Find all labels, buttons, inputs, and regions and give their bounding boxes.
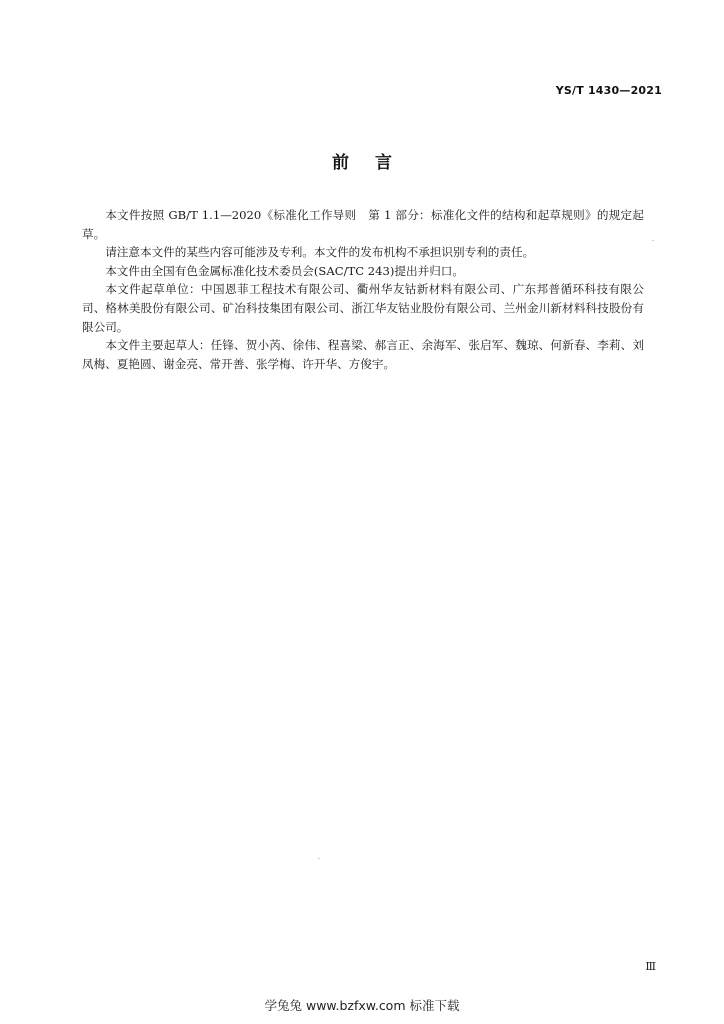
page-title: 前言 (332, 153, 418, 173)
paragraph-drafting-organizations: 本文件起草单位：中国恩菲工程技术有限公司、衢州华友钴新材料有限公司、广东邦普循环科技有限公司、格林美股份有限公司、矿冶科技集团有限公司、浙江华友钴业股份有限公司、兰州金川新材料科技股份有限公司。 (82, 282, 644, 334)
foreword-body (82, 206, 644, 373)
standard-number: YS/T 1430—2021 (555, 84, 662, 97)
paragraph-drafting-rules: 本文件按照 GB/T 1.1—2020《标准化工作导则 第 1 部分：标准化文件的结构和起草规则》的规定起草。 (82, 208, 644, 241)
scan-speck (652, 240, 654, 241)
scan-speck (318, 858, 320, 859)
paragraph-main-drafters: 本文件主要起草人：任锋、贺小芮、徐伟、程喜梁、郝言正、余海军、张启军、魏琼、何新春、李莉、刘凤梅、夏艳圆、谢金亮、常开善、张学梅、许开华、方俊宇。 (82, 338, 644, 371)
page-number: Ⅲ (645, 960, 656, 973)
footer-watermark: 学兔兔 www.bzfxw.com 标准下载 (264, 998, 460, 1013)
paragraph-patent-notice: 请注意本文件的某些内容可能涉及专利。本文件的发布机构不承担识别专利的责任。 (105, 245, 535, 260)
paragraph-proposing-committee: 本文件由全国有色金属标准化技术委员会(SAC/TC 243)提出并归口。 (105, 263, 464, 278)
